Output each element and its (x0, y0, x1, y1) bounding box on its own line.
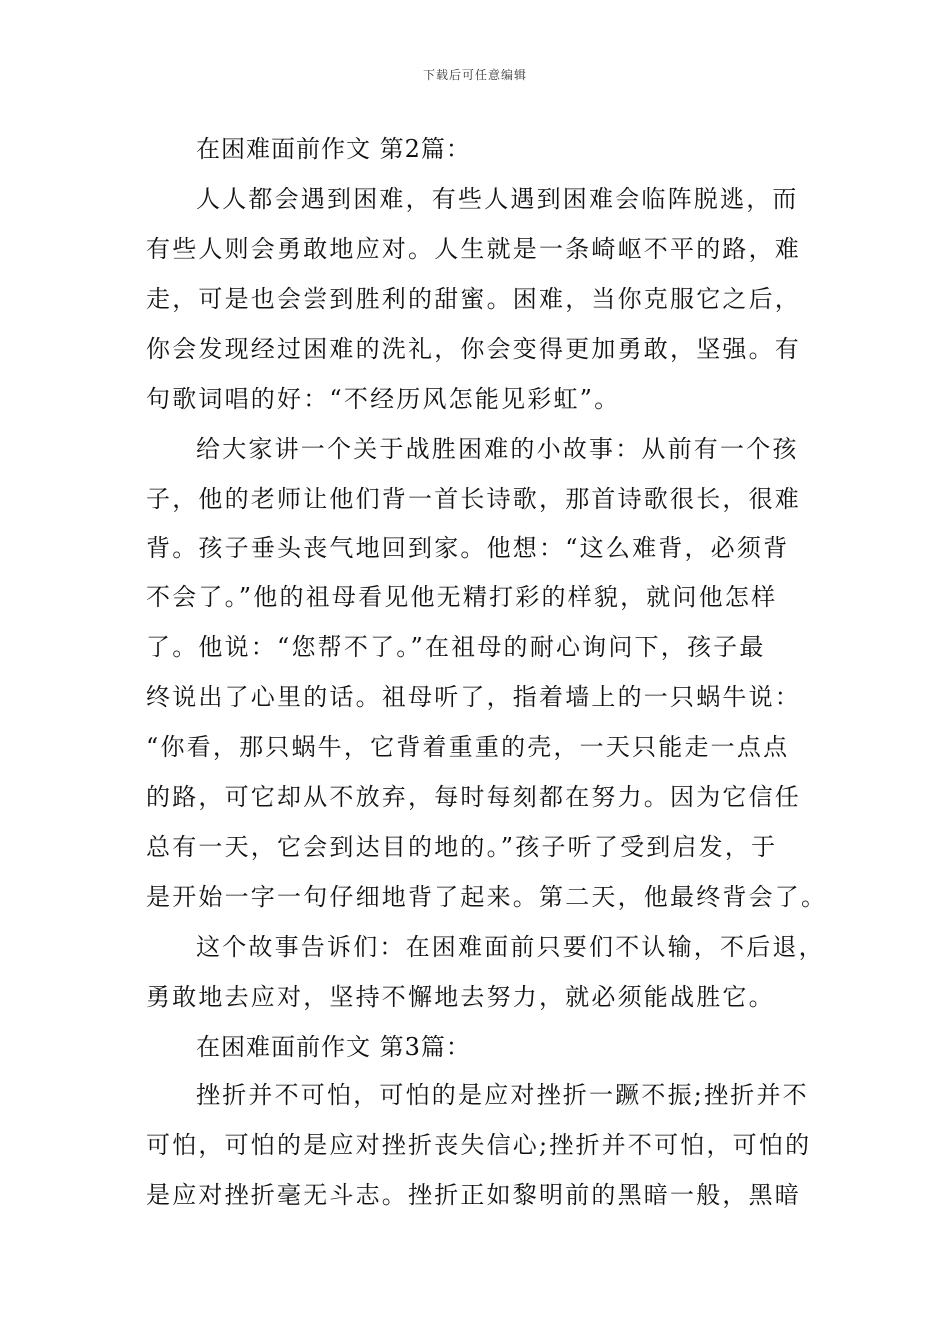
paragraph-line: “你看，那只蜗牛，它背着重重的壳，一天只能走一点点 (146, 733, 790, 761)
paragraph-line: 给大家讲一个关于战胜困难的小故事：从前有一个孩 (196, 435, 799, 463)
paragraph-line: 的路，可它却从不放弃，每时每刻都在努力。因为它信任 (146, 783, 801, 811)
paragraph-line: 挫折并不可怕，可怕的是应对挫折一蹶不振;挫折并不 (196, 1081, 809, 1109)
paragraph-line: 不会了。”他的祖母看见他无精打彩的样貌，就问他怎样 (146, 583, 778, 611)
paragraph-line: 背。孩子垂头丧气地回到家。他想：“这么难背，必须背 (146, 534, 790, 562)
paragraph-line: 可怕，可怕的是应对挫折丧失信心;挫折并不可怕，可怕的 (146, 1131, 812, 1159)
paragraph-line: 勇敢地去应对，坚持不懈地去努力，就必须能战胜它。 (146, 983, 775, 1011)
paragraph-line: 你会发现经过困难的洗礼，你会变得更加勇敢，坚强。有 (146, 335, 801, 363)
section-heading: 在困难面前作文 第3篇： (196, 1033, 471, 1061)
paragraph-line: 句歌词唱的好：“不经历风怎能见彩虹”。 (146, 385, 621, 413)
paragraph-line: 走，可是也会尝到胜利的甜蜜。困难，当你克服它之后， (146, 285, 801, 313)
paragraph-line: 终说出了心里的话。祖母听了，指着墙上的一只蜗牛说： (146, 683, 801, 711)
paragraph-line: 总有一天，它会到达目的地的。”孩子听了受到启发，于 (146, 833, 778, 861)
section-heading: 在困难面前作文 第2篇： (196, 135, 471, 163)
paragraph-line: 这个故事告诉们：在困难面前只要们不认输，不后退， (196, 933, 825, 961)
paragraph-line: 有些人则会勇敢地应对。人生就是一条崎岖不平的路，难 (146, 235, 801, 263)
page-header: 下载后可任意编辑 (422, 68, 527, 82)
paragraph-line: 是应对挫折毫无斗志。挫折正如黎明前的黑暗一般，黑暗 (146, 1181, 801, 1209)
paragraph-line: 是开始一字一句仔细地背了起来。第二天，他最终背会了。 (146, 883, 828, 911)
paragraph-line: 人人都会遇到困难，有些人遇到困难会临阵脱逃，而 (196, 185, 799, 213)
paragraph-line: 了。他说：“您帮不了。”在祖母的耐心询问下，孩子最 (146, 633, 766, 661)
paragraph-line: 子，他的老师让他们背一首长诗歌，那首诗歌很长，很难 (146, 485, 801, 513)
